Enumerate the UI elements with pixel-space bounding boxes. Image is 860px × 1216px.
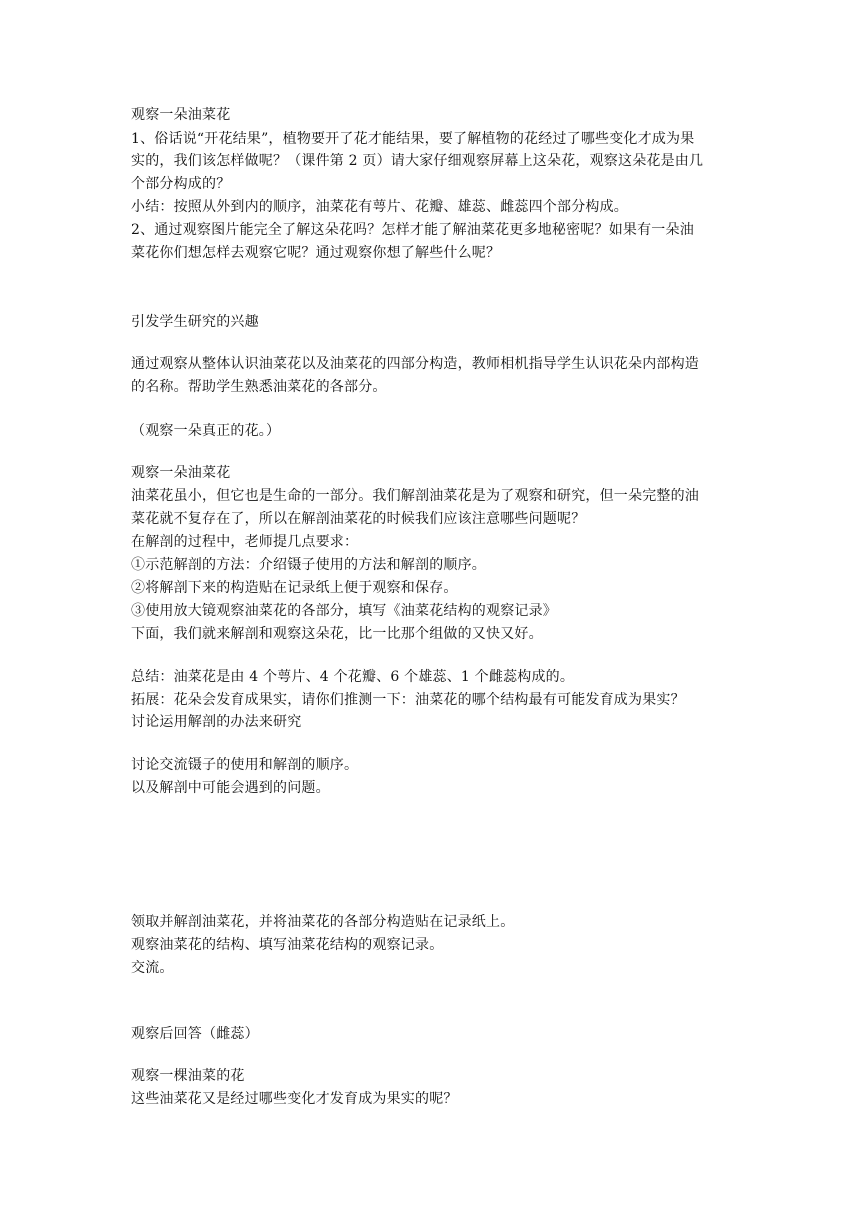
- text-line: 观察后回答（雌蕊）: [131, 1026, 259, 1042]
- text-line: 2、通过观察图片能完全了解这朵花吗？怎样才能了解油菜花更多地秘密呢？如果有一朵油: [131, 222, 694, 238]
- text-line: ①示范解剖的方法：介绍镊子使用的方法和解剖的顺序。: [131, 557, 486, 573]
- text-line: 以及解剖中可能会遇到的问题。: [131, 780, 330, 796]
- text-line: 的名称。帮助学生熟悉油菜花的各部分。: [131, 379, 387, 395]
- text-line: 领取并解剖油菜花，并将油菜花的各部分构造贴在记录纸上。: [131, 914, 515, 930]
- text-line: 讨论交流镊子的使用和解剖的顺序。: [131, 757, 359, 773]
- text-line: 讨论运用解剖的办法来研究: [131, 714, 302, 730]
- text-line: 1、俗话说“开花结果”，植物要开了花才能结果，要了解植物的花经过了哪些变化才成为果: [131, 131, 695, 147]
- text-line: 菜花就不复存在了，所以在解剖油菜花的时候我们应该注意哪些问题呢？: [131, 511, 586, 527]
- section-heading: 观察一棵油菜的花: [131, 1068, 245, 1084]
- text-line: 观察一朵油菜花: [131, 107, 231, 123]
- text-line: 实的，我们该怎样做呢？（课件第 2 页）请大家仔细观察屏幕上这朵花，观察这朵花是由几: [131, 153, 704, 169]
- text-line: 小结：按照从外到内的顺序，油菜花有萼片、花瓣、雄蕊、雌蕊四个部分构成。: [131, 199, 628, 215]
- text-line: 通过观察从整体认识油菜花以及油菜花的四部分构造，教师相机指导学生认识花朵内部构造: [131, 356, 699, 372]
- text-line: （观察一朵真正的花。）: [131, 423, 281, 439]
- text-line: 在解剖的过程中，老师提几点要求：: [131, 534, 359, 550]
- text-line: 总结：油菜花是由 4 个萼片、4 个花瓣、6 个雄蕊、1 个雌蕊构成的。: [131, 669, 575, 685]
- text-line: 油菜花虽小，但它也是生命的一部分。我们解剖油菜花是为了观察和研究，但一朵完整的油: [131, 488, 699, 504]
- text-line: ③使用放大镜观察油菜花的各部分，填写《油菜花结构的观察记录》: [131, 603, 557, 619]
- text-line: 菜花你们想怎样去观察它呢？通过观察你想了解些什么呢？: [131, 245, 501, 261]
- text-line: 观察油菜花的结构、填写油菜花结构的观察记录。: [131, 937, 444, 953]
- text-line: 这些油菜花又是经过哪些变化才发育成为果实的呢？: [131, 1091, 458, 1107]
- section-heading: 引发学生研究的兴趣: [131, 314, 259, 330]
- text-line: 拓展：花朵会发育成果实，请你们推测一下：油菜花的哪个结构最有可能发育成为果实？: [131, 692, 685, 708]
- text-line: ②将解剖下来的构造贴在记录纸上便于观察和保存。: [131, 580, 458, 596]
- text-line: 个部分构成的？: [131, 176, 231, 192]
- text-line: 交流。: [131, 960, 174, 976]
- section-heading: 观察一朵油菜花: [131, 465, 231, 481]
- text-line: 下面，我们就来解剖和观察这朵花，比一比那个组做的又快又好。: [131, 626, 543, 642]
